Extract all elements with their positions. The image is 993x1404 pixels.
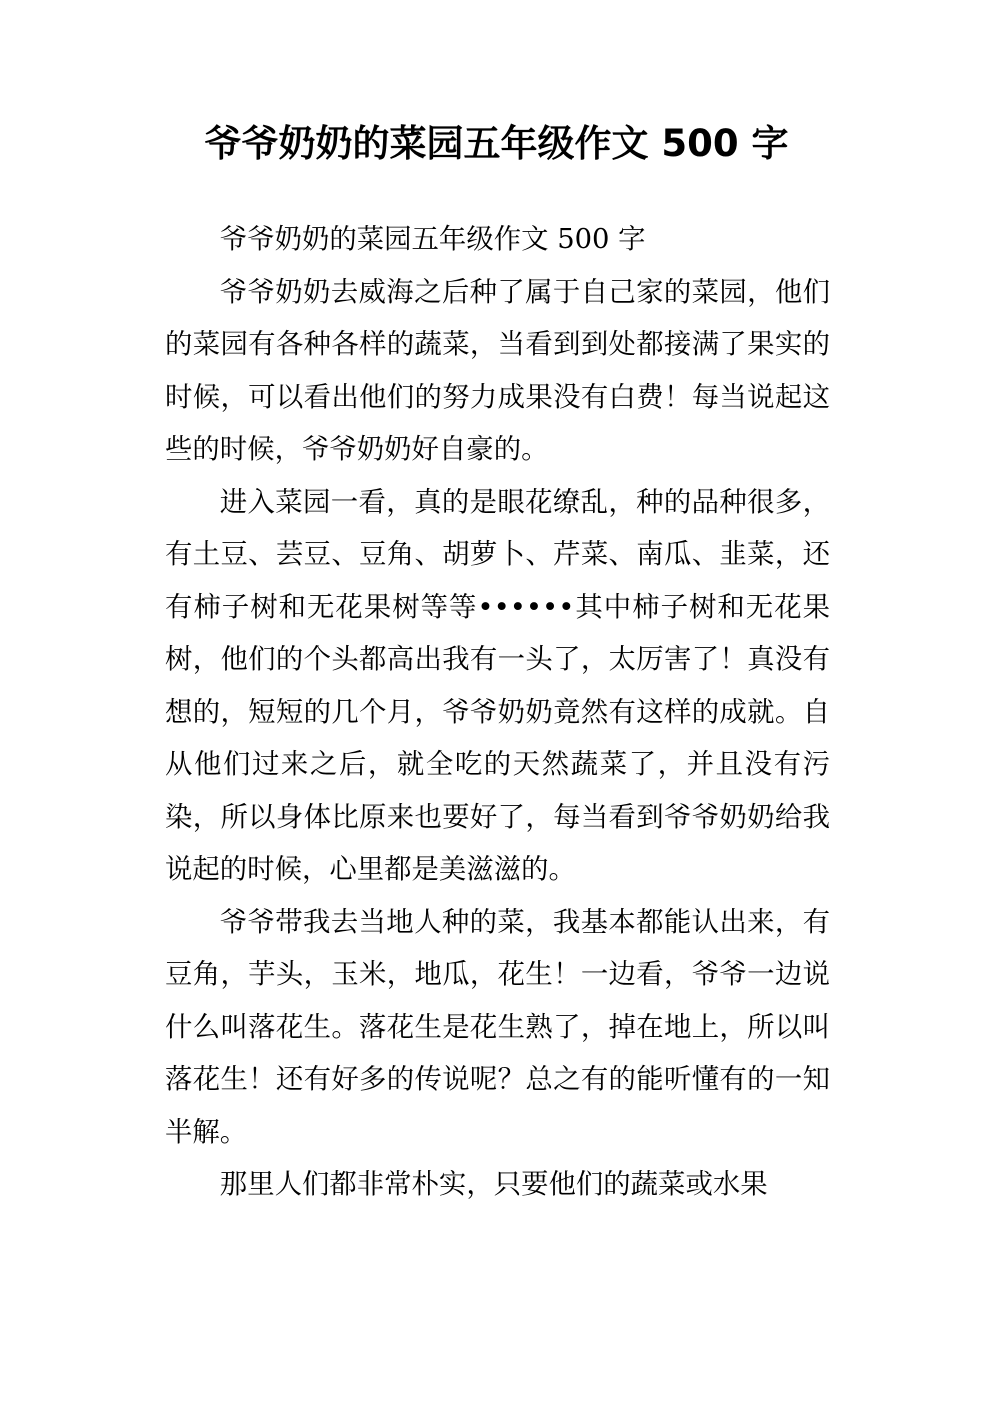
document-title: 爷爷奶奶的菜园五年级作文 500 字 bbox=[204, 122, 789, 165]
paragraph: 爷爷奶奶去威海之后种了属于自己家的菜园，他们的菜园有各种各样的蔬菜，当看到到处都接满了果实的时候，可以看出他们的努力成果没有白费！每当说起这些的时候，爷爷奶奶好自豪的。 bbox=[165, 276, 830, 465]
paragraph: 进入菜园一看，真的是眼花缭乱，种的品种很多，有土豆、芸豆、豆角、胡萝卜、芹菜、南瓜、韭菜，还有柿子树和无花果树等等••••••其中柿子树和无花果树，他们的个头都高出我有一头了，太厉害了！真没有想的，短短的几个月，爷爷奶奶竟然有这样的成就。自从他们过来之后，就全吃的天然蔬菜了，并且没有污染，所以身体比原来也要好了，每当看到爷爷奶奶给我说起的时候，心里都是美滋滋的。 bbox=[165, 486, 830, 885]
document-body bbox=[165, 214, 830, 1212]
paragraph: 爷爷带我去当地人种的菜，我基本都能认出来，有豆角，芋头，玉米，地瓜，花生！一边看，爷爷一边说什么叫落花生。落花生是花生熟了，掉在地上，所以叫落花生！还有好多的传说呢？总之有的能听懂有的一知半解。 bbox=[165, 906, 830, 1148]
paragraph: 那里人们都非常朴实，只要他们的蔬菜或水果 bbox=[219, 1169, 768, 1200]
paragraph-subtitle: 爷爷奶奶的菜园五年级作文 500 字 bbox=[219, 224, 646, 255]
